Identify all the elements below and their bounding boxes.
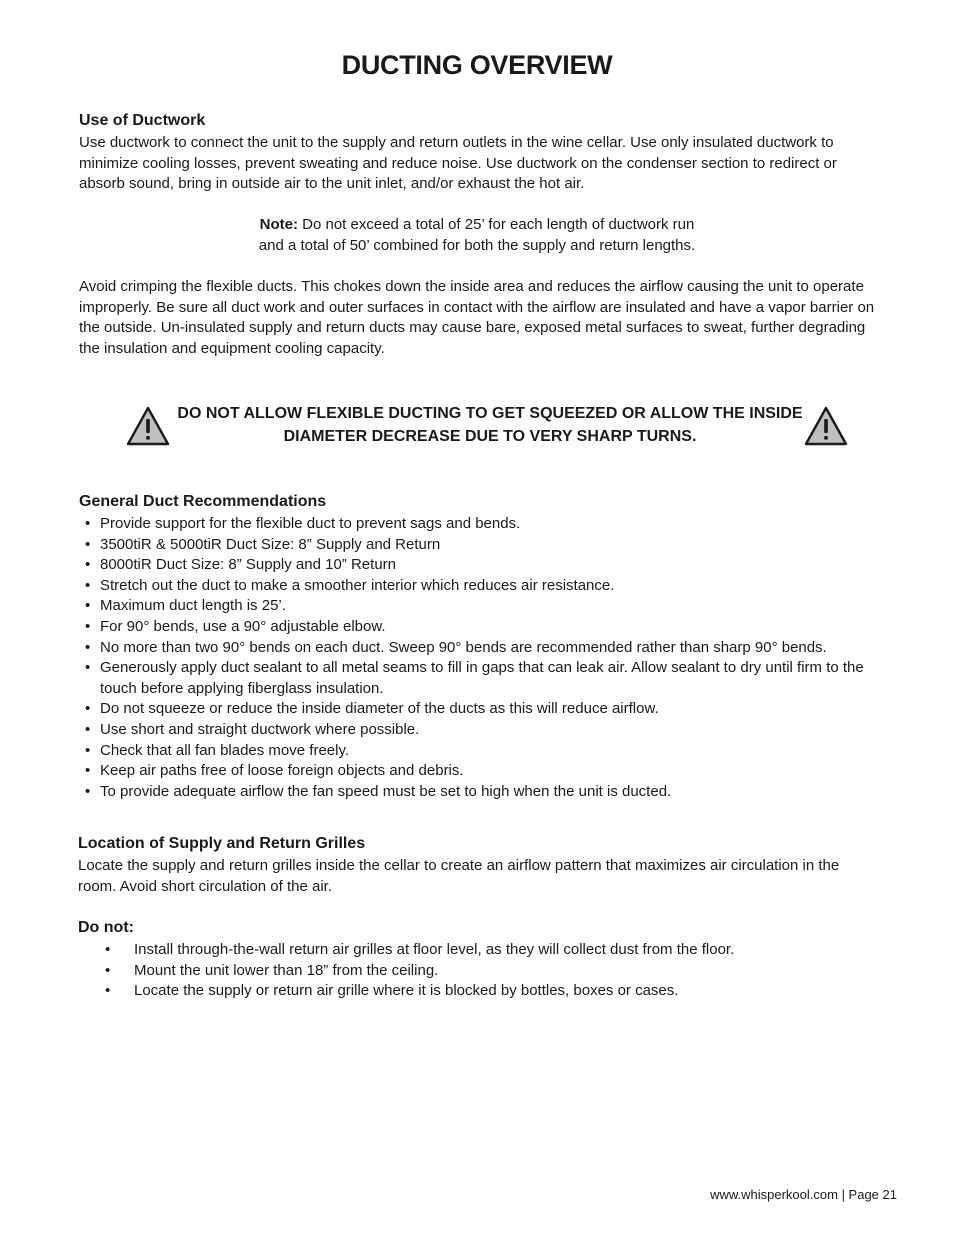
do-not-list	[79, 940, 879, 1002]
general-recommendations-heading: General Duct Recommendations	[79, 493, 327, 510]
do-not-heading: Do not:	[78, 919, 134, 936]
list-item: • 8000tiR Duct Size: 8” Supply and 10” Return	[79, 555, 879, 576]
use-of-ductwork-heading: Use of Ductwork	[79, 112, 206, 129]
crimping-paragraph: Avoid crimping the flexible ducts. This chokes down the inside area and reduces the airflow causing the unit to operate improperly. Be sure all duct work and outer surfaces in contact with the airflow are insulated and have a vapor barrier on the outside. Un-insulated supply and return ducts may cause bare, exposed metal surfaces to sweat, further degrading the insulation and equipment cooling capacity.	[79, 278, 875, 357]
list-item: • Check that all fan blades move freely.	[79, 741, 879, 762]
list-item: • Do not squeeze or reduce the inside diameter of the ducts as this will reduce airflow.	[79, 699, 879, 720]
warning-triangle-icon	[126, 406, 170, 446]
warning-line-2: DIAMETER DECREASE DUE TO VERY SHARP TURNS.	[283, 428, 697, 445]
list-item: • Locate the supply or return air grille where it is blocked by bottles, boxes or cases.	[79, 981, 879, 1002]
list-item: • Use short and straight ductwork where possible.	[79, 720, 879, 741]
warning-triangle-icon	[804, 406, 848, 446]
page-title: DUCTING OVERVIEW	[341, 50, 613, 80]
list-item: • To provide adequate airflow the fan speed must be set to high when the unit is ducted.	[79, 782, 879, 803]
general-recommendations-list	[79, 514, 879, 802]
list-item: • Maximum duct length is 25’.	[79, 596, 879, 617]
list-item: • Keep air paths free of loose foreign objects and debris.	[79, 761, 879, 782]
note-block	[0, 215, 954, 256]
list-item: • Generously apply duct sealant to all metal seams to fill in gaps that can leak air. Allow sealant to dry until firm to the touch before applying fiberglass insulation.	[79, 658, 879, 699]
page-footer: www.whisperkool.com | Page 21	[710, 1187, 897, 1202]
grilles-location-paragraph: Locate the supply and return grilles inside the cellar to create an airflow pattern that maximizes air circulation in the room. Avoid short circulation of the air.	[78, 857, 840, 895]
list-item: • For 90° bends, use a 90° adjustable elbow.	[79, 617, 879, 638]
list-item: • No more than two 90° bends on each duct. Sweep 90° bends are recommended rather than sharp 90° bends.	[79, 638, 879, 659]
list-item: • Provide support for the flexible duct to prevent sags and bends.	[79, 514, 879, 535]
use-of-ductwork-paragraph: Use ductwork to connect the unit to the supply and return outlets in the wine cellar. Use only insulated ductwork to minimize cooling losses, prevent sweating and reduce noise. Use ductwork on the condenser section to redirect or absorb sound, bring in outside air to the unit inlet, and/or exhaust the hot air.	[79, 134, 837, 193]
warning-line-1: DO NOT ALLOW FLEXIBLE DUCTING TO GET SQUEEZED OR ALLOW THE INSIDE	[177, 405, 803, 422]
warning-text	[170, 402, 810, 448]
list-item: • Stretch out the duct to make a smoother interior which reduces air resistance.	[79, 576, 879, 597]
note-label: Note:	[259, 216, 298, 233]
note-line-2: and a total of 50’ combined for both the supply and return lengths.	[258, 236, 696, 254]
grilles-location-heading: Location of Supply and Return Grilles	[78, 835, 366, 852]
list-item: • Install through-the-wall return air grilles at floor level, as they will collect dust from the floor.	[79, 940, 879, 961]
list-item: • 3500tiR & 5000tiR Duct Size: 8” Supply and Return	[79, 535, 879, 556]
list-item: • Mount the unit lower than 18” from the ceiling.	[79, 961, 879, 982]
note-line-1: Do not exceed a total of 25’ for each length of ductwork run	[302, 216, 695, 233]
